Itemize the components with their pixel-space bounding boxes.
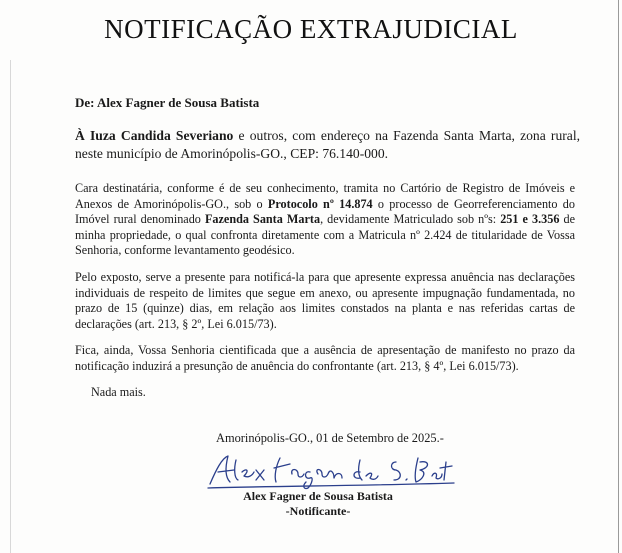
paragraph1-part4: de minha propriedade, o qual confronta diretamente com a Matricula nº 2.424 de titularidade de Vossa Senhoria, conforme levantamento geodésico. <box>75 212 576 258</box>
paragraph1-part1: Cara destinatária, conforme é de seu conhecimento, tramita no Cartório de Registro de Imóveis e Anexos de Amorinópolis-GO., sob o <box>75 181 575 211</box>
body-paragraph-3: Fica, ainda, Vossa Senhoria cientificada que a ausência de apresentação de manifesto no prazo da notificação induzirá a presunção de anuência do confrontante (art. 213, § 4º, Lei 6.015/73). <box>75 343 575 373</box>
handwritten-signature <box>206 450 456 490</box>
page-edge-left <box>10 60 11 553</box>
from-line: De: Alex Fagner de Sousa Batista <box>75 95 260 110</box>
paragraph1-part2: o processo de Georreferenciamento do Imóvel rural denominado <box>75 196 575 227</box>
closing-text: Nada mais. <box>91 385 146 399</box>
page-edge-right <box>618 0 619 553</box>
addressee-paragraph <box>75 127 580 163</box>
paragraph1-part3: , devidamente Matriculado sob nºs: <box>320 212 501 227</box>
addressee-name: À Iuza Candida Severiano <box>75 128 234 143</box>
signer-role: -Notificante- <box>285 504 351 518</box>
registration-numbers: 251 e 3.356 <box>500 212 560 227</box>
document-title: NOTIFICAÇÃO EXTRAJUDICIAL <box>104 14 518 44</box>
addressee-details: e outros, com endereço na Fazenda Santa Marta, zona rural, neste município de Amorinópolis-GO., CEP: 76.140-000. <box>75 128 580 161</box>
protocol-number: Protocolo nº 14.874 <box>267 196 373 211</box>
body-paragraph-1 <box>75 181 575 259</box>
property-name: Fazenda Santa Marta <box>204 212 321 227</box>
date-line: Amorinópolis-GO., 01 de Setembro de 2025.- <box>216 431 444 445</box>
signer-name: Alex Fagner de Sousa Batista <box>243 489 393 503</box>
signer-block <box>0 489 622 519</box>
body-paragraph-2: Pelo exposto, serve a presente para notificá-la para que apresente expressa anuência nas declarações individuais de respeito de limites que segue em anexo, ou apresente impugnação fundamentada, no prazo de 15 (quinze) dias, em relação aos limites constados na planta e nas referidas cartas de declarações (art. 213, § 2º, Lei 6.015/73). <box>75 270 575 331</box>
